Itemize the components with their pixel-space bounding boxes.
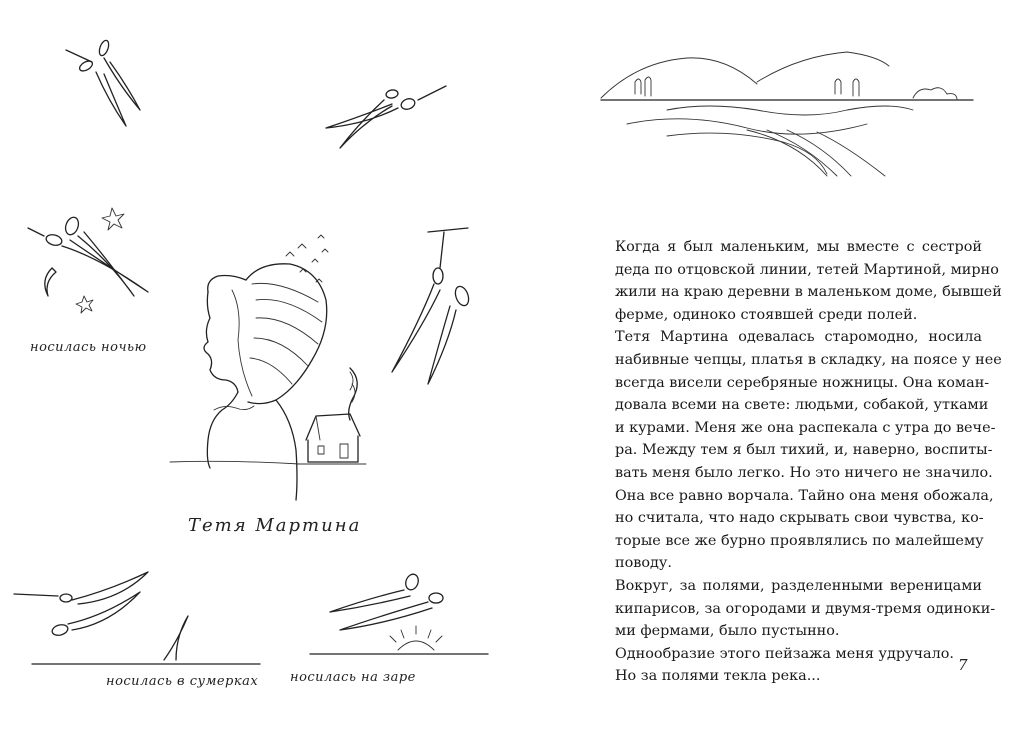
scissors-sketch-2 <box>326 86 446 148</box>
scissors-sketch-dusk <box>14 572 260 664</box>
chapter-text <box>597 236 1002 688</box>
paragraph-4 <box>597 643 982 666</box>
house-and-tree-sketch <box>296 368 366 464</box>
caption-dawn: носилась на заре <box>290 670 416 685</box>
aunt-martina-portrait <box>170 264 327 500</box>
text-line: но считала, что надо скрывать свои чувства, ко- <box>615 510 984 527</box>
text-line: набивные чепцы, платья в складку, на поясе у нее <box>615 351 1002 368</box>
text-line: Тетя Мартина одевалась старомодно, носила <box>615 329 982 346</box>
text-line: Однообразие этого пейзажа меня удручало. <box>615 645 954 662</box>
text-line: Когда я был маленьким, мы вместе с сестрой <box>615 239 982 255</box>
landscape-sketch <box>517 0 1035 200</box>
text-line: и курами. Меня же она распекала с утра до вече- <box>615 419 996 436</box>
text-line: кипарисов, за огородами и двумя-тремя одиноки- <box>615 600 996 617</box>
left-page-illustrations <box>0 0 517 743</box>
text-line: Вокруг, за полями, разделенными вереницами <box>615 577 982 594</box>
text-line: Она все равно ворчала. Тайно она меня обожала, <box>615 487 994 504</box>
paragraph-2 <box>597 326 1002 575</box>
scissors-sketch-hanging <box>392 228 471 384</box>
scissors-sketch-1 <box>66 39 140 126</box>
paragraph-1 <box>597 236 1002 326</box>
text-line: поводу. <box>615 555 672 572</box>
text-line: Но за полями текла река... <box>615 668 821 685</box>
illustration-sketches <box>0 0 517 743</box>
scissors-sketch-dawn <box>310 572 488 654</box>
star-sketch-2 <box>76 296 93 313</box>
right-page-text <box>517 0 1035 743</box>
text-line: ферме, одиноко стоявшей среди полей. <box>615 306 918 323</box>
text-line: всегда висели серебряные ножницы. Она коман- <box>615 374 990 391</box>
caption-dusk: носилась в сумерках <box>106 674 259 689</box>
text-line: довала всеми на свете: людьми, собакой, утками <box>615 397 989 414</box>
star-sketch-1 <box>102 208 124 230</box>
text-line: деда по отцовской линии, тетей Мартиной, мирно <box>615 261 999 278</box>
text-line: ми фермами, было пустынно. <box>615 623 840 640</box>
text-line: вать меня было легко. Но это ничего не значило. <box>615 464 993 481</box>
text-line: жили на краю деревни в маленьком доме, бывшей <box>615 284 1002 301</box>
scissors-sketch-night <box>28 215 148 296</box>
text-line: ра. Между тем я был тихий, и, наверно, воспиты- <box>615 442 993 459</box>
page-number: 7 <box>958 656 968 674</box>
caption-night: носилась ночью <box>30 340 147 355</box>
illustration-title: Тетя Мартина <box>188 515 362 536</box>
paragraph-5 <box>597 665 982 688</box>
crescent-moon-sketch <box>45 268 56 296</box>
paragraph-3 <box>597 575 996 643</box>
text-line: торые все же бурно проявлялись по малейшему <box>615 532 984 549</box>
birds-sketch <box>286 235 328 282</box>
